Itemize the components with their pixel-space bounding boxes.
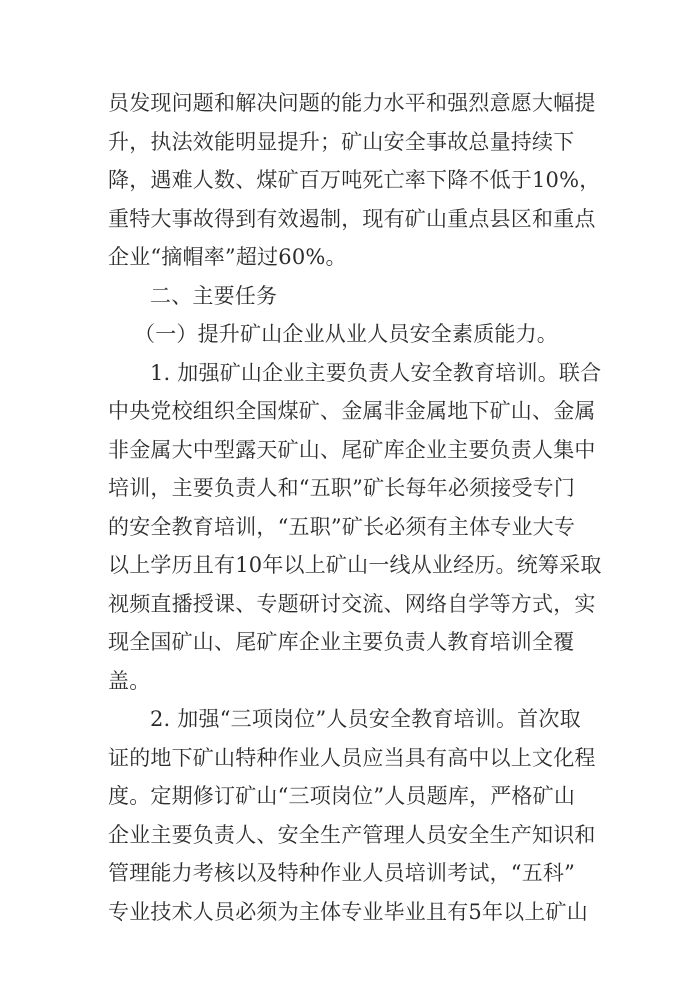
body-line: 盖。 [108,668,151,693]
item-heading-line: 2. 加强“三项岗位”人员安全教育培训。首次取 [150,707,581,731]
item-heading-line: 1. 加强矿山企业主要负责人安全教育培训。联合 [150,360,602,385]
body-line: 重特大事故得到有效遏制，现有矿山重点县区和重点 [108,206,596,231]
body-line: 培训，主要负责人和“五职”矿长每年必须接受专门 [108,476,576,500]
section-heading: 二、主要任务 [150,283,278,308]
body-line: 视频直播授课、专题研讨交流、网络自学等方式，实 [108,591,596,616]
subsection-heading: （一）提升矿山企业从业人员安全素质能力。 [134,322,558,346]
body-line: 企业“摘帽率”超过60%。 [108,245,347,269]
body-line: 企业主要负责人、安全生产管理人员安全生产知识和 [108,822,596,847]
body-line: 现全国矿山、尾矿库企业主要负责人教育培训全覆 [108,630,575,654]
body-line: 降，遇难人数、煤矿百万吨死亡率下降不低于10%， [108,168,601,192]
body-line: 员发现问题和解决问题的能力水平和强烈意愿大幅提 [108,91,596,115]
body-line: 非金属大中型露天矿山、尾矿库企业主要负责人集中 [108,437,596,462]
body-line: 中央党校组织全国煤矿、金属非金属地下矿山、金属 [108,399,596,423]
body-line: 证的地下矿山特种作业人员应当具有高中以上文化程 [108,745,596,770]
document-body [108,84,602,931]
body-line: 专业技术人员必须为主体专业毕业且有5年以上矿山 [108,899,588,924]
body-line: 升，执法效能明显提升；矿山安全事故总量持续下 [108,129,575,154]
body-line: 以上学历且有10年以上矿山一线从业经历。统筹采取 [108,553,602,577]
body-line: 管理能力考核以及特种作业人员培训考试，“五科” [108,861,576,885]
body-line: 的安全教育培训，“五职”矿长必须有主体专业大专 [108,514,576,539]
body-line: 度。定期修订矿山“三项岗位”人员题库，严格矿山 [108,784,576,808]
